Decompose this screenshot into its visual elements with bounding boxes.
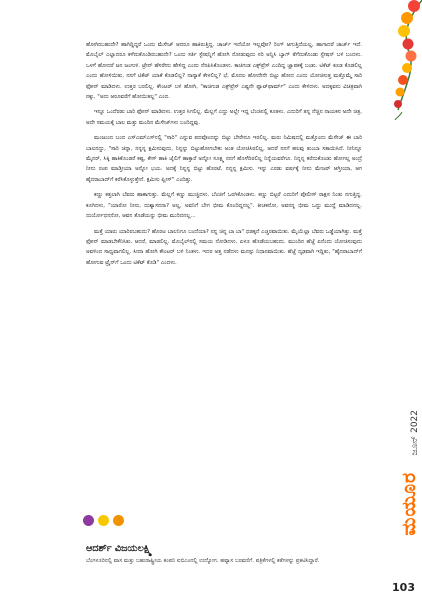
issue-date: ಜೂನ್ 2022 [410,410,420,456]
author-name: ಆದರ್ಶ್ ವಿಜಯಲಕ್ಷ್ಮಿ [86,543,152,554]
story-paragraph: ಹೋಗಿರಬಹುದೇ? ಹಾಗಿದ್ದಿದ್ದರೆ ಒಂದು ಮೆಸೇಜ್ ಆದರೂ ಹಾಕಿರುತ್ತಿದ್ದ. ಚಾರ್ಜ್ ಇದೆಯೋ ಇಲ್ಲವೋ? ರಿಂಗ್ ಆಗುತ್ತಿದೆಯಲ್ಲ, ಹಾಗಾದರೆ ಚಾರ್ಜ್ ಇದೆ. ಮೊಬೈಲ್ ಎಲ್ಲಾದರೂ ಕಳೆದುಕೊಂಡಿರಬಹುದೇ? ಒಂದು ಸರ್ತಿ ಸ್ಟೇಷನ್ನಿಗೆ ಹೋಗಿ ನೋಡುವುದು ಸರಿ ಅನ್ನಿಸಿ ಬ್ಯಾಗ್ ತೆಗೆದುಕೊಂಡು ಸ್ಟೇಷನ್ ಬಳಿ ಬಂದಳು. ಒಳಗೆ ಹೋದರೆ ಜನ ಜಂಗುಳಿ. ಟ್ರೇನ್ ಹೆಸರೇನು ಹೇಳಿದ್ದ ಎಂದು ನೆನಪಿಸಿಕೊಂಡಳು. ಕಾಚಿಗುಡ ಎಕ್ಸ್‌ಪ್ರೆಸ್ ಎಂದಿದ್ದ ಜ್ಞಾಪಕಕ್ಕೆ ಬಂತು. ಟಿಕೆಟ್ ಕೂಡ ಕೊಡಲಿಲ್ಲ ಎಂದು ಹೋಳಿಯಿತು, ನನಗೆ ಟಿಕೆಟ್ ಯಾಕೆ ಕೊಡಲಿಲ್ಲ? ನಾನ್ಯಾಕೆ ಕೇಳಲಿಲ್ಲ? ಛೆ, ಮೊದಲ ಹೋದೇನೇ ಬಿಟ್ಟು ಹೋದ ಎಂದು ಯೋಚಿಸುತ್ತ ಮತ್ತೊಮ್ಮೆ ಸಾರಿ ಫೋನ್ ಮಾಡಿದಳು. ಉತ್ತರ ಬರಲಿಲ್ಲ. ಕೌಂಟರ್ ಬಳಿ ಹೋಗಿ, "ಕಾಚಿಗುಡ ಎಕ್ಸ್‌ಪ್ರೆಸ್ ಎಷ್ಟನೇ ಪ್ಲಾಟ್‌ಫಾರ್ಮ್" ಎಂದು ಕೇಳಿದಳು. ಅದಕ್ಕವನು ವಿಚಿತ್ರವಾಗಿ ನಕ್ಕು, "ಅದು ಆರೂವರೆಗೆ ಹೋಯಿತಲ್ಲ" ಎಂದ. [86,42,362,101]
story-body [86,40,362,273]
story-paragraph: ಮಂಜುಂದ ಬಂದ ಎಸ್‌ಎಮ್‌ಎಸ್‌ನಲ್ಲಿ "ಸಾರಿ" ಎನ್ನುವ ಪದವೊಂದನ್ನು ಬಿಟ್ಟು ಬೇರೇನೂ ಇರಲಿಲ್ಲ. ಮರು ನಿಮಿಷದಲ್ಲಿ ಮತ್ತೊಂದು ಮೆಸೇಜ್ ಈ ಬಾರಿ ಬಾಲನದ್ದು, "ಸಾರಿ ಚಿನ್ನಾ, ನನ್ನನ್ನ ಕ್ಷಮಿಸುವುದು, ನಿನ್ನನ್ನು ಬಿಟ್ಟುಹೋಗಬೇಕು ಅಂತ ಯೋಚಿಸಿರಲಿಲ್ಲ, ಆದರೆ ನನಗೆ ಹಲವು ತುಂಬಾ ಸತಾಯಿಸಿದೆ. ನೀನಿನ್ನೂ ಮೈನರ್, ಸಿಕ್ಕಿ ಹಾಕಿಕೊಂಡರೆ ಕಷ್ಟ, ಕೇಸ್ ಹಾಕಿ ಜೈಲಿಗೆ ಹಾಕ್ತಾರೆ ಅನ್ನೋ ಸೂಕ್ಷ್ಮ ನನಗೆ ಹೊಳೆದಿರಲಿಲ್ಲ ನಿನ್ನೆಯವರೆಗೂ. ನಿನ್ನನ್ನ ಕರೆದುಕೊಂಡು ಹೋಗಲ್ಲ ಅಂದ್ರೆ ನೀನು ರಂಪ ಮಾಡ್ತೀಯಾ ಅನ್ನೋ ಭಯ. ಅದಕ್ಕೆ ನಿನ್ನನ್ನ ಬಿಟ್ಟು ಹೊರಟೆ. ನನ್ನನ್ನ ಕ್ಷಮಿಸು. ಇನ್ನು ಎರಡು ವರ್ಷಕ್ಕೆ ನೀನು ಮೇಜರ್ ಆಗ್ತೀಯಾ, ಆಗ ಹೈದರಾಬಾದ್‌ಗೆ ಕರೆಸಿಕೊಳ್ಳುತ್ತೇನೆ. ಕ್ಷಮಿಸು ಪ್ಲೀಸ್" ಎಂದಿತ್ತು. [86,135,362,183]
flower-garland-decoration [362,0,422,120]
magazine-name: ಮಯೂರ [398,472,420,536]
story-paragraph: ಮತ್ತೆ ಯಾರು ಯಾರಿರಬಹುದು? ಹೊರಟ ಬಾಲನಿಗೂ ಬಂದೆಯಾ? ನನ್ನ ಚಿನ್ನ ಬಾ ಬಾ" ಧಡಕ್ಕನೆ ಎಚ್ಚರವಾಯಿತು. ಮೈಯೆಲ್ಲಾ ಬೆವರು ಒಡ್ಡೆಯಾಗಿತ್ತು. ಮತ್ತೆ ಫೋನ್ ಮಾಡಬೇಕೆನಿಸಿತು. ಆದರೆ, ಮಾಡಲಿಲ್ಲ. ಮೊಬೈಲ್‌ನಲ್ಲಿ ಸಮಯ ನೋಡಿದಳು. ಏಳೂ ಹೊಡೆಯಬಹುದು. ಮುಂದಿನ ಹೆಜ್ಜೆ ಏನೆಂದು ಯೋಚಿಸುವುದು ಅವಳಿಂದ ಸಾಧ್ಯವಾಗಲಿಲ್ಲ. ಸೀದಾ ಹೋಗಿ ಕೌಂಟರ್ ಬಳಿ ನಿಂತಳು. ಇದರ ಅತ್ತ ನಡೆದಳು ಮನಸ್ಸು ನಿಧಾನವಾಯಿತು. ಹೆಜ್ಜೆ ದೃಢವಾಗಿ ಇದ್ದಿತು, "ಹೈದರಾಬಾದ್‌ಗೆ ಹೋಗುವ ಟ್ರೈನ್‌ಗೆ ಒಂದು ಟಿಕೆಟ್ ಕೊಡಿ" ಎಂದಳು. [86,228,362,266]
purple-dot-icon [83,515,94,526]
story-paragraph: ಕಣ್ಣು ಕತ್ತಲಾಗಿ ಬೆವರು ಹಾಕಾಗುತ್ತು. ಮೆಲ್ಲಗೆ ಕಣ್ಣು ಮುಚ್ಚಿದಳು. ಬೆಂಚಿಗೆ ಒರಗಿಕೊಂಡಳು. ಕಣ್ಣು ಬಿಟ್ಟರೆ ಎದುರಿಗೆ ಪೊಲೀಸ್ ರಾಕ್ಷಸ ನಿಂತು ನಗುತ್ತಿದ್ದ. ಕೂಗಿದಳು, "ಯಾರೋ ನೀನು, ದುಶ್ಯಾಸನನಾ? ಅಲ್ಲ, ಅವನಿಗೆ ಬೇಗ ಭೀಮ ಕೊಂದಿದ್ದನಲ್ಲ". ಕೀಚಕನೋ, ಅವನನ್ನ ಭೀಮ ಒದ್ದು ಮುದ್ದೆ ಮಾಡಿದನಲ್ಲ. ದುರ್ಯೋಧನನೋ, ಆವನ ತೊಡೆಯನ್ನು ಭೀಮ ಮುರಿದನಲ್ಲ... [86,192,362,220]
yellow-dot-icon [98,515,109,526]
orange-dot-icon [113,515,124,526]
story-paragraph: ಇನ್ನೂ ಒಂದೆರಡು ಬಾರಿ ಫೋನ್ ಮಾಡಿದಳು. ಉತ್ತರ ಸಿಗಲಿಲ್ಲ. ಮೆಲ್ಲಗೆ ಎದ್ದು ಅಲ್ಲೇ ಇದ್ದ ಬೆಂಚಿನಲ್ಲಿ ಕೂತಳು. ಎದುರಿಗೆ ತನ್ನ ನೆಚ್ಚಿನ ನಾಯಕನ ಅದೇ ಚಿತ್ರ, ಅದೇ ಸಮಯಕ್ಕೆ ಬಾಲ ಮತ್ತು ಮಂದಿನ ಮೆಸೇಜ್‌ಗಳು ಬಂದಿದ್ದವು. [86,109,362,126]
decorative-dots [83,515,124,526]
page-number: 103 [392,581,415,594]
author-block [86,543,362,566]
author-bio: ಬೆಂಗಳೂರಿನಲ್ಲಿ ವಾಸ ಮತ್ತು ಬಹುರಾಷ್ಟ್ರೀಯ ಕಂಪನಿ ಐಬಿಎಂನಲ್ಲಿ ಉದ್ಯೋಗ. ಹವ್ಯಾಸ ಬರವಣಿಗೆ. ಪತ್ರಿಕೆಗಳಲ್ಲಿ ಕತೆಗಳನ್ನು ಪ್ರಕಟಿಸಿದ್ದಾರೆ. [86,558,320,564]
